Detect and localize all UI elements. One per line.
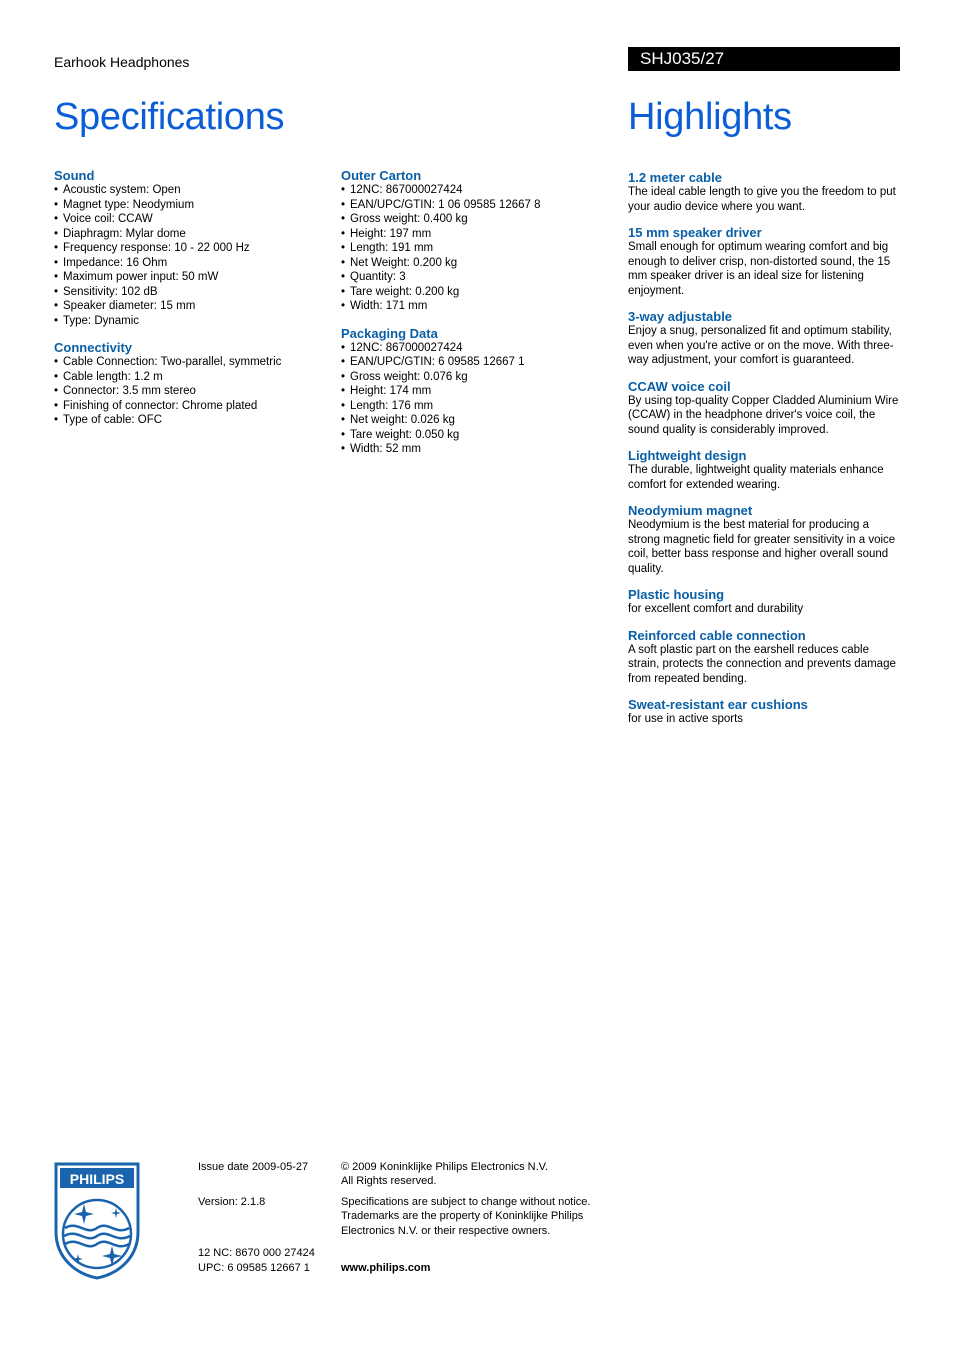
spec-item: • Magnet type: Neodymium — [54, 198, 324, 213]
spec-item: • Finishing of connector: Chrome plated — [54, 399, 324, 414]
spec-item: • EAN/UPC/GTIN: 1 06 09585 12667 8 — [341, 198, 611, 213]
spec-item: • Net Weight: 0.200 kg — [341, 256, 611, 271]
highlight-text: Neodymium is the best material for producing a strong magnetic field for greater sensitivity in a voice coil, better bass response and higher overall sound quality. — [628, 519, 896, 575]
spec-item: • Cable length: 1.2 m — [54, 370, 324, 385]
spec-item: • Gross weight: 0.076 kg — [341, 370, 611, 385]
philips-shield-logo — [54, 1162, 140, 1280]
upc-number: UPC: 6 09585 12667 1 — [198, 1262, 310, 1274]
spec-item: • Quantity: 3 — [341, 270, 611, 285]
highlight-text: A soft plastic part on the earshell reduces cable strain, protects the connection and prevents damage from repeated bending. — [628, 643, 896, 685]
spec-section-sound — [54, 168, 324, 328]
copyright-line-2: All Rights reserved. — [341, 1175, 437, 1187]
spec-item: • Voice coil: CCAW — [54, 212, 324, 227]
copyright-line-1: © 2009 Koninklijke Philips Electronics N.V. — [341, 1161, 549, 1173]
spec-section-connectivity — [54, 340, 324, 428]
spec-item: • Impedance: 16 Ohm — [54, 256, 324, 271]
highlight-text: The ideal cable length to give you the freedom to put your audio device where you want. — [628, 186, 896, 213]
spec-item: • Frequency response: 10 - 22 000 Hz — [54, 241, 324, 256]
highlight-item — [628, 587, 900, 617]
spec-section-title: Packaging Data — [341, 325, 438, 341]
highlights-title: Highlights — [628, 96, 792, 138]
spec-item: • Sensitivity: 102 dB — [54, 285, 324, 300]
highlight-title: 15 mm speaker driver — [628, 225, 762, 240]
spec-item: • Height: 174 mm — [341, 384, 611, 399]
highlight-title: 1.2 meter cable — [628, 170, 722, 185]
spec-item: • Cable Connection: Two-parallel, symmetric — [54, 355, 324, 370]
spec-item: • EAN/UPC/GTIN: 6 09585 12667 1 — [341, 355, 611, 370]
highlight-title: Sweat-resistant ear cushions — [628, 697, 808, 712]
spec-item: • Diaphragm: Mylar dome — [54, 227, 324, 242]
highlight-title: Lightweight design — [628, 448, 747, 463]
spec-item: • Height: 197 mm — [341, 227, 611, 242]
highlight-title: 3-way adjustable — [628, 309, 733, 324]
spec-item: • Length: 191 mm — [341, 241, 611, 256]
spec-item: • Net weight: 0.026 kg — [341, 413, 611, 428]
model-number-badge: SHJ035/27 — [628, 47, 900, 71]
spec-section-title: Connectivity — [54, 340, 133, 355]
spec-item: • Width: 52 mm — [341, 442, 611, 457]
spec-item: • Speaker diameter: 15 mm — [54, 299, 324, 314]
highlight-text: The durable, lightweight quality materials enhance comfort for extended wearing. — [628, 464, 884, 491]
website-link[interactable]: www.philips.com — [341, 1262, 431, 1274]
product-type-label: Earhook Headphones — [54, 54, 190, 70]
notice-line-1: Specifications are subject to change without notice. — [341, 1196, 591, 1208]
spec-item: • Width: 171 mm — [341, 299, 611, 314]
version: Version: 2.1.8 — [198, 1196, 266, 1208]
spec-item: • Length: 176 mm — [341, 399, 611, 414]
spec-item: • Acoustic system: Open — [54, 183, 324, 198]
highlight-title: CCAW voice coil — [628, 378, 731, 394]
specs-column-left — [54, 168, 324, 440]
highlight-item — [628, 225, 900, 298]
spec-section-outer-carton — [341, 168, 611, 314]
specifications-title: Specifications — [54, 96, 285, 138]
highlight-item — [628, 628, 900, 687]
spec-item: • Maximum power input: 50 mW — [54, 270, 324, 285]
highlight-text: Enjoy a snug, personalized fit and optimum stability, even when you're active or on the move. With three-way adjustment, your comfort is guaranteed. — [628, 325, 894, 366]
spec-item: • 12NC: 867000027424 — [341, 183, 611, 198]
spec-item: • Type of cable: OFC — [54, 413, 324, 428]
spec-section-packaging-data — [341, 326, 611, 457]
notice-line-3: Electronics N.V. or their respective owners. — [341, 1225, 551, 1237]
highlight-item — [628, 379, 900, 438]
spec-item: • Gross weight: 0.400 kg — [341, 212, 611, 227]
philips-wordmark: PHILIPS — [69, 1171, 125, 1187]
spec-item: • Connector: 3.5 mm stereo — [54, 384, 324, 399]
highlight-item — [628, 309, 900, 368]
spec-section-title: Outer Carton — [341, 168, 422, 183]
highlight-text: for excellent comfort and durability — [628, 603, 804, 615]
highlight-item — [628, 697, 900, 727]
spec-item: • Type: Dynamic — [54, 314, 324, 329]
spec-item: • Tare weight: 0.200 kg — [341, 285, 611, 300]
highlight-item — [628, 503, 900, 576]
notice-line-2: Trademarks are the property of Koninklijke Philips — [341, 1210, 584, 1222]
highlight-title: Reinforced cable connection — [628, 627, 806, 643]
specs-column-right — [341, 168, 611, 469]
issue-date: Issue date 2009-05-27 — [198, 1161, 309, 1173]
highlight-text: Small enough for optimum wearing comfort and big enough to deliver crisp, non-distorted sound, the 15 mm speaker driver is an ideal size for listening enjoyment. — [628, 241, 891, 297]
highlight-item — [628, 448, 900, 492]
highlight-text: By using top-quality Copper Cladded Aluminium Wire (CCAW) in the headphone driver's voice coil, the sound quality is considerably improved. — [628, 394, 899, 436]
spec-section-title: Sound — [54, 168, 95, 183]
highlight-title: Plastic housing — [628, 587, 725, 602]
spec-item: • Tare weight: 0.050 kg — [341, 428, 611, 443]
highlight-item — [628, 170, 900, 214]
nc-number: 12 NC: 8670 000 27424 — [198, 1247, 315, 1259]
highlight-text: for use in active sports — [628, 713, 744, 725]
highlights-column — [628, 170, 900, 738]
spec-item: • 12NC: 867000027424 — [341, 341, 611, 356]
highlight-title: Neodymium magnet — [628, 503, 753, 518]
